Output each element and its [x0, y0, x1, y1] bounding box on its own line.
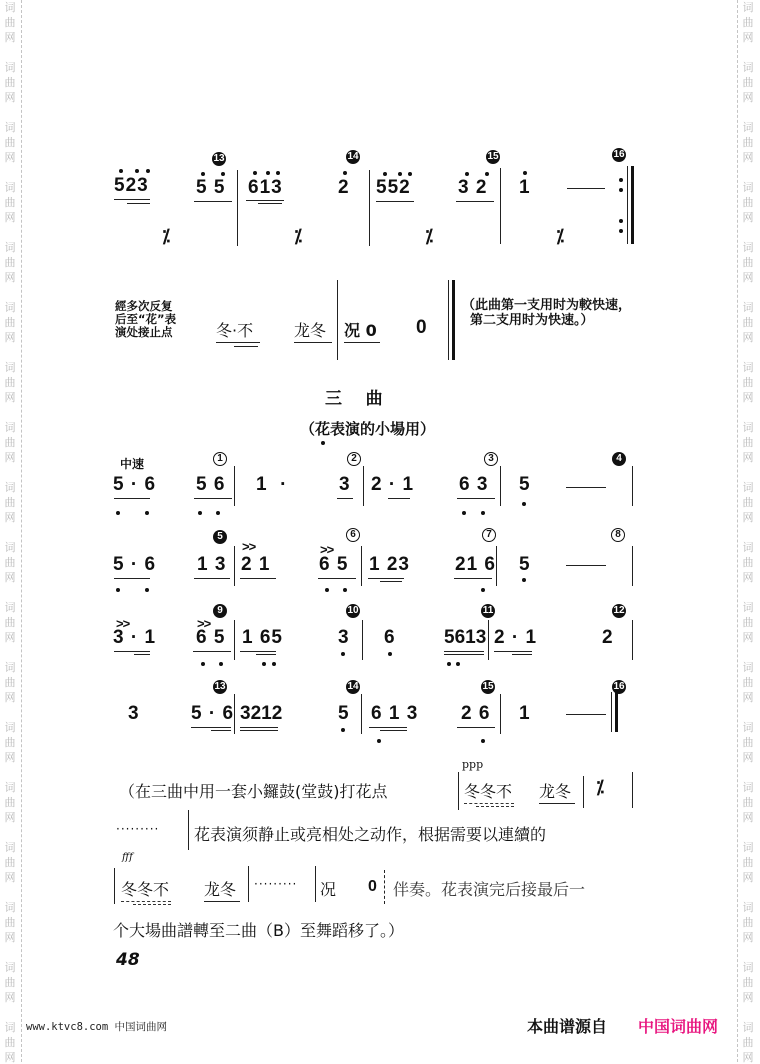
measure-number: 8 — [611, 528, 625, 542]
watermark-char: 曲 — [742, 976, 754, 989]
watermark-char: 词 — [4, 601, 16, 614]
note-group: 3 · 1 — [113, 627, 157, 648]
watermark-char: 词 — [4, 1, 16, 14]
note-group: 1 · — [256, 474, 288, 495]
rest: 0 — [416, 317, 428, 338]
note-group: 1 3 — [197, 554, 227, 575]
note-group: 613 — [248, 177, 283, 198]
watermark-char: 曲 — [742, 436, 754, 449]
watermark-char: 网 — [742, 391, 754, 404]
accent-marks: >> — [116, 616, 130, 631]
note-group: 3 — [338, 627, 350, 648]
page-number: 48 — [116, 950, 140, 970]
note-group: 3 — [128, 703, 140, 724]
note-group: 523 — [114, 175, 149, 196]
watermark-char: 词 — [742, 121, 754, 134]
watermark-char: 曲 — [4, 796, 16, 809]
watermark-char: 曲 — [4, 976, 16, 989]
note-group: 5 — [519, 554, 531, 575]
watermark-char: 词 — [742, 901, 754, 914]
measure-number: 6 — [346, 528, 360, 542]
final-barline — [452, 280, 455, 360]
watermark-char: 词 — [742, 421, 754, 434]
beat-syllable: 况 — [320, 880, 337, 899]
watermark-char: 曲 — [742, 256, 754, 269]
watermark-char: 网 — [4, 991, 16, 1004]
instruction-line-3: 伴奏。花表演完后接最后一 — [393, 880, 586, 899]
watermark-char: 词 — [4, 421, 16, 434]
watermark-strip-right — [738, 0, 760, 1062]
section-title: 三 曲 — [325, 389, 383, 409]
measure-number: 5 — [213, 530, 227, 544]
measure-number: 10 — [347, 605, 359, 616]
note-group: 6 — [384, 627, 396, 648]
final-barline — [615, 692, 618, 732]
note-group: 2 · 1 — [371, 474, 415, 495]
watermark-char: 网 — [742, 931, 754, 944]
continuation-dots: ········· — [116, 822, 160, 836]
repeat-end-barline — [631, 166, 634, 244]
watermark-char: 曲 — [4, 76, 16, 89]
note-group: 3212 — [240, 703, 283, 724]
accent-marks: >> — [320, 542, 334, 557]
note-group: 2 — [602, 627, 614, 648]
watermark-char: 词 — [742, 1, 754, 14]
barline — [500, 168, 501, 244]
watermark-char: 网 — [742, 571, 754, 584]
measure-number: 14 — [347, 151, 359, 162]
note-group: 2 — [338, 177, 350, 198]
syllable: 龙冬 — [294, 321, 327, 340]
watermark-char: 曲 — [742, 16, 754, 29]
watermark-char: 网 — [4, 91, 16, 104]
watermark-char: 网 — [742, 691, 754, 704]
watermark-char: 曲 — [742, 316, 754, 329]
watermark-char: 词 — [4, 301, 16, 314]
watermark-char: 词 — [4, 481, 16, 494]
beat-syllable: 龙冬 — [204, 880, 237, 899]
watermark-char: 网 — [742, 811, 754, 824]
watermark-char: 词 — [742, 301, 754, 314]
watermark-char: 曲 — [4, 196, 16, 209]
watermark-char: 曲 — [4, 256, 16, 269]
note-group: 2 · 1 — [494, 627, 538, 648]
accent-marks: >> — [242, 539, 256, 554]
measure-number: 9 — [213, 604, 227, 618]
watermark-char: 曲 — [742, 616, 754, 629]
watermark-char: 词 — [4, 61, 16, 74]
instruction-line-2: 花表演须静止或亮相处之动作，根据需要以連續的 — [194, 825, 547, 844]
barline — [337, 280, 338, 360]
watermark-char: 曲 — [4, 436, 16, 449]
watermark-char: 网 — [742, 511, 754, 524]
watermark-char: 网 — [4, 631, 16, 644]
rest: 0 — [368, 878, 378, 895]
watermark-char: 曲 — [4, 856, 16, 869]
side-note: 經多次反复 后至“花”表 演处接止点 — [115, 299, 177, 339]
watermark-char: 网 — [4, 391, 16, 404]
watermark-char: 词 — [742, 661, 754, 674]
note-group: 5 — [338, 703, 350, 724]
watermark-char: 曲 — [4, 916, 16, 929]
barline — [448, 280, 449, 360]
watermark-char: 词 — [742, 841, 754, 854]
watermark-char: 网 — [742, 451, 754, 464]
watermark-char: 曲 — [4, 676, 16, 689]
watermark-strip-left — [0, 0, 22, 1062]
accent-marks: >> — [197, 616, 211, 631]
repeat-measure-sign: ⁒ — [596, 777, 605, 797]
measure-number: 15 — [487, 151, 499, 162]
watermark-char: 词 — [4, 541, 16, 554]
measure-number: 13 — [213, 153, 225, 164]
watermark-char: 曲 — [4, 736, 16, 749]
watermark-char: 网 — [4, 931, 16, 944]
watermark-char: 网 — [4, 871, 16, 884]
note-group: 5 6 — [196, 474, 226, 495]
note-group: 21 6 — [455, 554, 496, 575]
watermark-char: 词 — [742, 601, 754, 614]
watermark-char: 网 — [742, 751, 754, 764]
watermark-char: 词 — [742, 361, 754, 374]
repeat-measure-sign: ⁒ — [162, 226, 171, 246]
beat-syllable: 冬冬不 — [121, 880, 170, 899]
watermark-char: 网 — [4, 151, 16, 164]
note-group: 1 — [519, 177, 531, 198]
measure-number: 4 — [612, 452, 626, 466]
beat-syllable: 冬冬不 — [464, 782, 513, 801]
instruction-line-1: （在三曲中用一套小鑼鼓(堂鼓)打花点 — [119, 782, 388, 801]
watermark-char: 网 — [4, 271, 16, 284]
watermark-char: 网 — [4, 451, 16, 464]
note-group: 5 · 6 — [191, 703, 235, 724]
section-subtitle: （花表演的小場用） — [300, 420, 436, 438]
watermark-char: 曲 — [4, 1036, 16, 1049]
measure-number: 2 — [347, 452, 361, 466]
watermark-char: 词 — [4, 781, 16, 794]
watermark-char: 网 — [4, 511, 16, 524]
watermark-char: 词 — [742, 181, 754, 194]
watermark-char: 词 — [4, 121, 16, 134]
watermark-char: 曲 — [742, 736, 754, 749]
watermark-char: 词 — [742, 541, 754, 554]
watermark-char: 词 — [4, 961, 16, 974]
note-group: 3 — [339, 474, 351, 495]
watermark-char: 网 — [742, 211, 754, 224]
watermark-char: 网 — [742, 271, 754, 284]
watermark-char: 曲 — [4, 376, 16, 389]
watermark-char: 网 — [742, 1051, 754, 1064]
watermark-char: 曲 — [742, 556, 754, 569]
footer-site-url[interactable]: www.ktvc8.com 中国词曲网 — [26, 1021, 168, 1033]
watermark-char: 曲 — [742, 1036, 754, 1049]
note-group: 5 · 6 — [113, 554, 157, 575]
continuation-dots: ········· — [254, 877, 298, 891]
syllable: 况 0 — [344, 321, 377, 340]
watermark-char: 曲 — [4, 16, 16, 29]
watermark-char: 网 — [4, 1051, 16, 1064]
watermark-char: 曲 — [742, 916, 754, 929]
tempo-marking: 中速 — [120, 457, 145, 471]
watermark-char: 网 — [742, 331, 754, 344]
note-group: 5613 — [444, 627, 487, 648]
measure-number: 1 — [213, 452, 227, 466]
watermark-char: 词 — [742, 781, 754, 794]
repeat-measure-sign: ⁒ — [294, 226, 303, 246]
watermark-char: 网 — [742, 991, 754, 1004]
watermark-char: 词 — [4, 241, 16, 254]
watermark-divider-left — [21, 0, 22, 1062]
dynamic-ppp: ppp — [462, 758, 484, 771]
watermark-char: 网 — [4, 751, 16, 764]
watermark-char: 曲 — [4, 316, 16, 329]
watermark-char: 词 — [742, 481, 754, 494]
watermark-char: 曲 — [742, 676, 754, 689]
barline — [369, 170, 370, 246]
watermark-char: 曲 — [742, 376, 754, 389]
note-group: 1 — [519, 703, 531, 724]
syllable: 冬·不 — [216, 321, 254, 340]
note-group: 5 5 — [196, 177, 226, 198]
watermark-char: 网 — [4, 31, 16, 44]
footer-source-site[interactable]: 中国词曲网 — [638, 1017, 719, 1036]
watermark-char: 曲 — [4, 496, 16, 509]
watermark-char: 词 — [4, 901, 16, 914]
note-group: 6 5 — [196, 627, 226, 648]
footer-source-label: 本曲谱源自 — [527, 1017, 608, 1036]
barline — [627, 166, 628, 244]
watermark-char: 网 — [4, 571, 16, 584]
note-group: 6 3 — [459, 474, 489, 495]
watermark-char: 曲 — [4, 136, 16, 149]
measure-number: 15 — [482, 681, 494, 692]
barline — [237, 170, 238, 246]
instruction-line-4: 个大場曲譜轉至二曲（B）至舞蹈移了。） — [113, 921, 404, 940]
note-group: 552 — [376, 177, 411, 198]
note-group: 2 1 — [241, 554, 271, 575]
watermark-char: 词 — [4, 361, 16, 374]
note-group: 6 5 — [319, 554, 349, 575]
watermark-char: 网 — [742, 91, 754, 104]
measure-number: 3 — [484, 452, 498, 466]
watermark-char: 网 — [4, 331, 16, 344]
watermark-char: 词 — [4, 721, 16, 734]
watermark-char: 词 — [4, 181, 16, 194]
watermark-divider-right — [737, 0, 738, 1062]
note-group: 1 65 — [242, 627, 283, 648]
watermark-char: 网 — [742, 151, 754, 164]
watermark-char: 词 — [4, 661, 16, 674]
watermark-char: 曲 — [742, 136, 754, 149]
note-group: 3 2 — [458, 177, 488, 198]
watermark-char: 曲 — [742, 76, 754, 89]
watermark-char: 词 — [742, 1021, 754, 1034]
watermark-char: 词 — [4, 841, 16, 854]
watermark-char: 网 — [4, 811, 16, 824]
measure-number: 13 — [214, 681, 226, 692]
watermark-char: 词 — [742, 241, 754, 254]
watermark-char: 曲 — [742, 196, 754, 209]
note-group: 5 · 6 — [113, 474, 157, 495]
watermark-char: 曲 — [742, 496, 754, 509]
note-group: 5 — [519, 474, 531, 495]
repeat-measure-sign: ⁒ — [425, 226, 434, 246]
watermark-char: 词 — [742, 721, 754, 734]
watermark-char: 网 — [742, 31, 754, 44]
watermark-char: 词 — [742, 961, 754, 974]
measure-number: 12 — [613, 605, 625, 616]
watermark-char: 网 — [742, 631, 754, 644]
measure-number: 16 — [613, 149, 625, 160]
watermark-char: 词 — [4, 1021, 16, 1034]
watermark-char: 网 — [4, 211, 16, 224]
dynamic-fff: fff — [122, 852, 133, 863]
beat-syllable: 龙冬 — [539, 782, 572, 801]
watermark-char: 词 — [742, 61, 754, 74]
note-group: 6 1 3 — [371, 703, 419, 724]
watermark-char: 曲 — [4, 556, 16, 569]
watermark-char: 网 — [4, 691, 16, 704]
measure-number: 14 — [347, 681, 359, 692]
watermark-char: 曲 — [742, 856, 754, 869]
note-group: 1 23 — [369, 554, 410, 575]
measure-number: 11 — [482, 605, 494, 616]
repeat-measure-sign: ⁒ — [556, 226, 565, 246]
measure-number: 16 — [613, 681, 625, 692]
watermark-char: 曲 — [4, 616, 16, 629]
watermark-char: 曲 — [742, 796, 754, 809]
extension-dash — [567, 188, 605, 189]
watermark-char: 网 — [742, 871, 754, 884]
note-group: 2 6 — [461, 703, 491, 724]
measure-number: 7 — [482, 528, 496, 542]
tempo-remark: （此曲第一支用时为較快速， 第二支用时为快速。） — [462, 298, 632, 328]
